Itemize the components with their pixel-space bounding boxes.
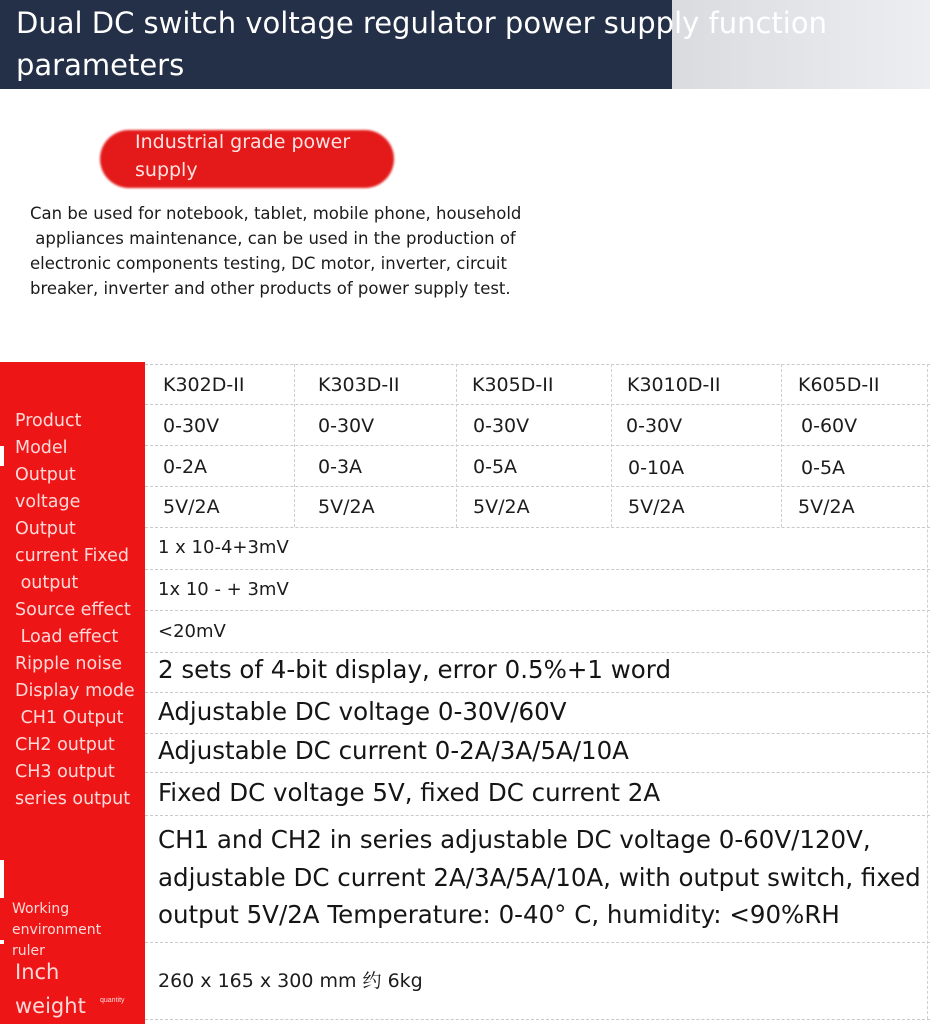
model-name: K302D-II xyxy=(163,374,245,396)
row-label: current Fixed xyxy=(15,546,130,566)
table-divider xyxy=(145,692,930,693)
model-name: K303D-II xyxy=(318,374,400,396)
weight-label: weight xyxy=(15,994,86,1018)
row-label: ruler xyxy=(12,943,45,959)
row-label: Ripple noise xyxy=(15,654,122,674)
fixed-output-value: 5V/2A xyxy=(628,496,685,518)
table-divider xyxy=(145,772,930,773)
table-divider xyxy=(145,652,930,653)
ch2-output-value: Adjustable DC current 0-2A/3A/5A/10A xyxy=(158,736,629,765)
badge-line-1: Industrial grade power xyxy=(135,131,351,153)
fixed-output-value: 5V/2A xyxy=(163,496,220,518)
table-divider xyxy=(145,569,930,570)
ch1-output-value: Adjustable DC voltage 0-30V/60V xyxy=(158,697,567,726)
table-divider xyxy=(145,815,930,816)
voltage-value: 0-30V xyxy=(163,415,220,437)
series-output-line: output 5V/2A Temperature: 0-40° C, humidity: <90%RH xyxy=(158,900,840,929)
load-effect-value: 1x 10 - + 3mV xyxy=(158,579,289,600)
fixed-output-value: 5V/2A xyxy=(798,496,855,518)
fixed-output-value: 5V/2A xyxy=(318,496,375,518)
series-output-line: CH1 and CH2 in series adjustable DC voltage 0-60V/120V, xyxy=(158,825,871,854)
current-value: 0-3A xyxy=(318,456,363,478)
column-divider xyxy=(456,364,457,527)
industrial-badge-label xyxy=(135,128,365,184)
voltage-value: 0-30V xyxy=(473,415,530,437)
ripple-noise-value: <20mV xyxy=(158,621,226,642)
row-label: Model xyxy=(15,438,68,458)
model-name: K305D-II xyxy=(472,374,554,396)
row-labels xyxy=(15,408,143,813)
fixed-output-value: 5V/2A xyxy=(473,496,530,518)
row-label: Working xyxy=(12,901,70,917)
description-line: electronic components testing, DC motor, inverter, circuit xyxy=(30,254,507,273)
row-label: Source effect xyxy=(15,600,131,620)
row-label: Output xyxy=(15,465,76,485)
page-title-line-2: parameters xyxy=(16,48,185,82)
ch3-output-value: Fixed DC voltage 5V, fixed DC current 2A xyxy=(158,778,661,807)
description-line: Can be used for notebook, tablet, mobile phone, household xyxy=(30,204,522,223)
column-divider xyxy=(294,364,295,527)
row-label: Output xyxy=(15,519,76,539)
model-name: K605D-II xyxy=(798,374,880,396)
row-label: CH3 output xyxy=(15,762,115,782)
table-divider xyxy=(145,404,930,405)
row-label: voltage xyxy=(15,492,81,512)
description-line: breaker, inverter and other products of power supply test. xyxy=(30,279,511,298)
product-description xyxy=(30,201,520,301)
table-divider xyxy=(145,486,930,487)
column-gap xyxy=(0,446,4,466)
page-title xyxy=(16,2,916,86)
size-weight-value: 260 x 165 x 300 mm 约 6kg xyxy=(158,970,423,992)
row-label: Load effect xyxy=(15,627,119,647)
description-line: appliances maintenance, can be used in the production of xyxy=(30,229,516,248)
current-value: 0-5A xyxy=(473,456,518,478)
column-divider xyxy=(781,364,782,527)
row-label: CH1 Output xyxy=(15,708,124,728)
table-divider xyxy=(145,733,930,734)
quantity-label: quantity xyxy=(100,997,125,1004)
row-label: series output xyxy=(15,789,131,809)
table-divider xyxy=(145,1019,930,1020)
row-label: Display mode xyxy=(15,681,135,701)
current-value: 0-5A xyxy=(801,457,846,479)
badge-line-2: supply xyxy=(135,159,198,181)
voltage-value: 0-60V xyxy=(801,415,858,437)
row-label: output xyxy=(15,573,79,593)
row-label: environment xyxy=(12,922,102,938)
row-label: CH2 output xyxy=(15,735,115,755)
table-divider xyxy=(145,364,930,365)
model-name: K3010D-II xyxy=(627,374,721,396)
source-effect-value: 1 x 10-4+3mV xyxy=(158,537,289,558)
table-divider xyxy=(145,942,930,943)
current-value: 0-10A xyxy=(628,457,685,479)
voltage-value: 0-30V xyxy=(318,415,375,437)
series-output-value xyxy=(158,821,928,934)
working-environment-label xyxy=(12,899,132,962)
voltage-value: 0-30V xyxy=(626,415,683,437)
inch-label: Inch xyxy=(15,960,60,984)
series-output-line: adjustable DC current 2A/3A/5A/10A, with output switch, fixed xyxy=(158,862,921,892)
page-title-line-1: Dual DC switch voltage regulator power supply function xyxy=(16,6,827,40)
display-mode-value: 2 sets of 4-bit display, error 0.5%+1 word xyxy=(158,655,671,684)
table-divider xyxy=(145,610,930,611)
current-value: 0-2A xyxy=(163,456,208,478)
column-gap xyxy=(0,860,4,898)
column-divider xyxy=(611,364,612,527)
column-gap xyxy=(0,940,4,944)
row-label: Product xyxy=(15,411,82,431)
table-divider xyxy=(145,527,930,528)
table-divider xyxy=(145,445,930,446)
